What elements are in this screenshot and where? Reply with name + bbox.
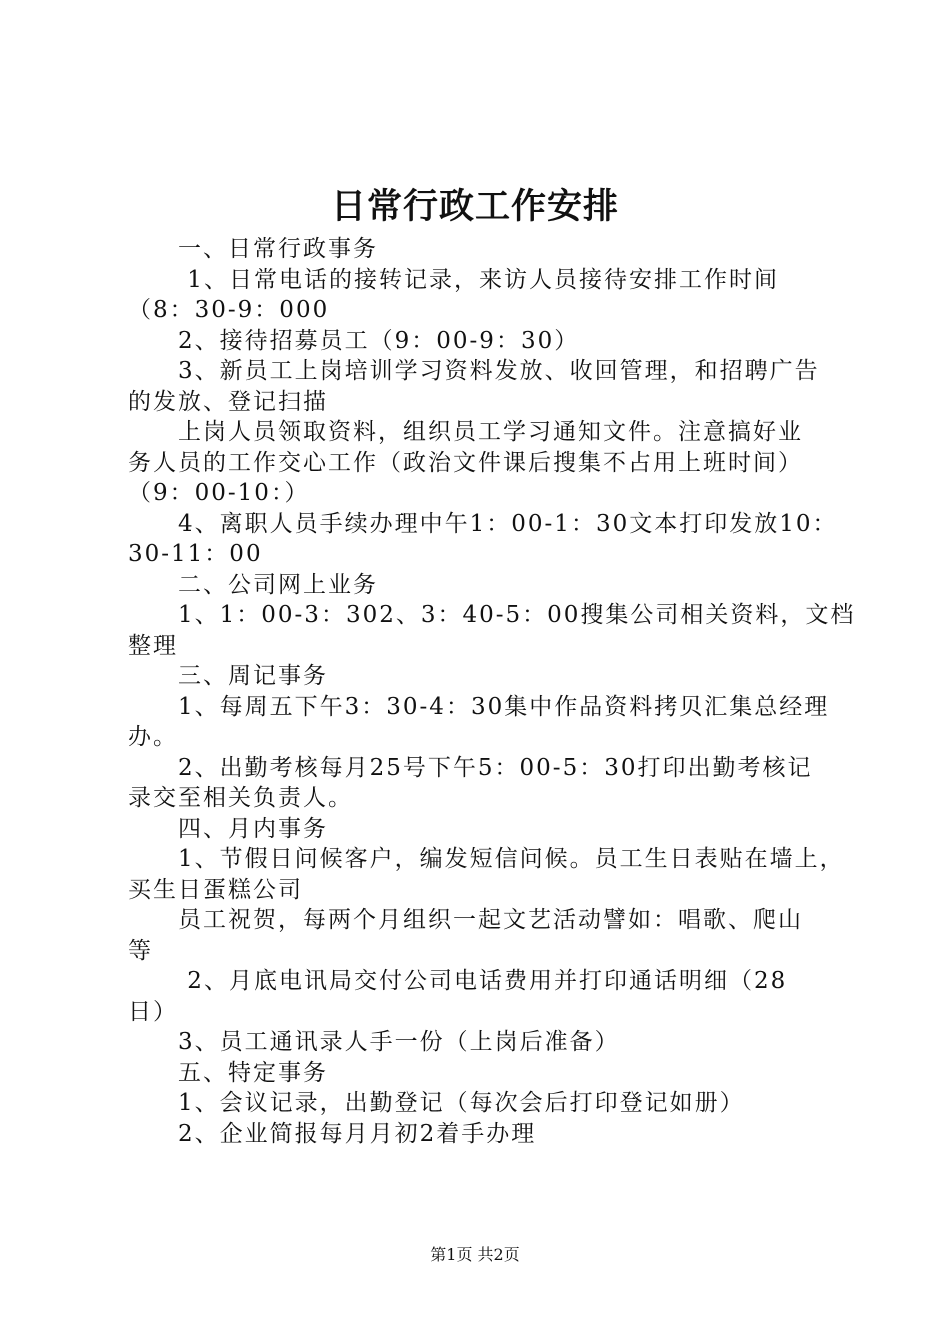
page-footer: 第1页 共2页: [430, 1245, 520, 1264]
text-line: 上岗人员领取资料，组织员工学习通知文件。注意搞好业: [128, 419, 803, 445]
text-line: 录交至相关负责人。: [128, 785, 353, 811]
text-line: 2、接待招募员工（9：00-9：30）: [128, 327, 580, 354]
text-line: 3、新员工上岗培训学习资料发放、收回管理，和招聘广告: [128, 358, 820, 384]
text-line: （8：30-9：000: [128, 297, 330, 323]
text-line: 办。: [128, 724, 178, 750]
text-line: 的发放、登记扫描: [128, 388, 328, 415]
text-line: 三、周记事务: [128, 663, 328, 689]
text-line: 4、离职人员手续办理中午1：00-1：30文本打印发放10：: [128, 510, 838, 537]
text-line: 1、1：00-3：302、3：40-5：00搜集公司相关资料，文档: [128, 602, 856, 628]
text-line: 四、月内事务: [128, 815, 328, 842]
text-line: 3、员工通讯录人手一份（上岗后准备）: [128, 1029, 620, 1055]
text-line: 2、月底电讯局交付公司电话费用并打印通话明细（28: [128, 968, 788, 994]
text-line: 务人员的工作交心工作（政治文件课后搜集不占用上班时间）: [128, 449, 803, 476]
document-body: [128, 234, 856, 1149]
text-line: 二、公司网上业务: [128, 571, 378, 598]
text-line: 五、特定事务: [128, 1059, 328, 1086]
text-line: 1、每周五下午3：30-4：30集中作品资料拷贝汇集总经理: [128, 693, 830, 720]
text-line: 一、日常行政事务: [128, 236, 378, 262]
text-line: 员工祝贺，每两个月组织一起文艺活动譬如：唱歌、爬山: [128, 907, 803, 933]
text-line: 日）: [128, 998, 178, 1025]
text-line: 等: [128, 937, 153, 964]
text-line: 2、出勤考核每月25号下午5：00-5：30打印出勤考核记: [128, 754, 813, 781]
text-line: 整理: [128, 632, 178, 659]
text-line: 2、企业简报每月月初2着手办理: [128, 1120, 537, 1147]
text-line: 1、节假日问候客户，编发短信问候。员工生日表贴在墙上，: [128, 846, 845, 872]
document-title: 日常行政工作安排: [330, 187, 619, 227]
text-line: 1、日常电话的接转记录，来访人员接待安排工作时间: [128, 266, 779, 293]
text-line: （9：00-10：）: [128, 480, 310, 506]
text-line: 30-11：00: [128, 541, 263, 567]
text-line: 买生日蛋糕公司: [128, 876, 303, 903]
text-line: 1、会议记录，出勤登记（每次会后打印登记如册）: [128, 1090, 745, 1116]
